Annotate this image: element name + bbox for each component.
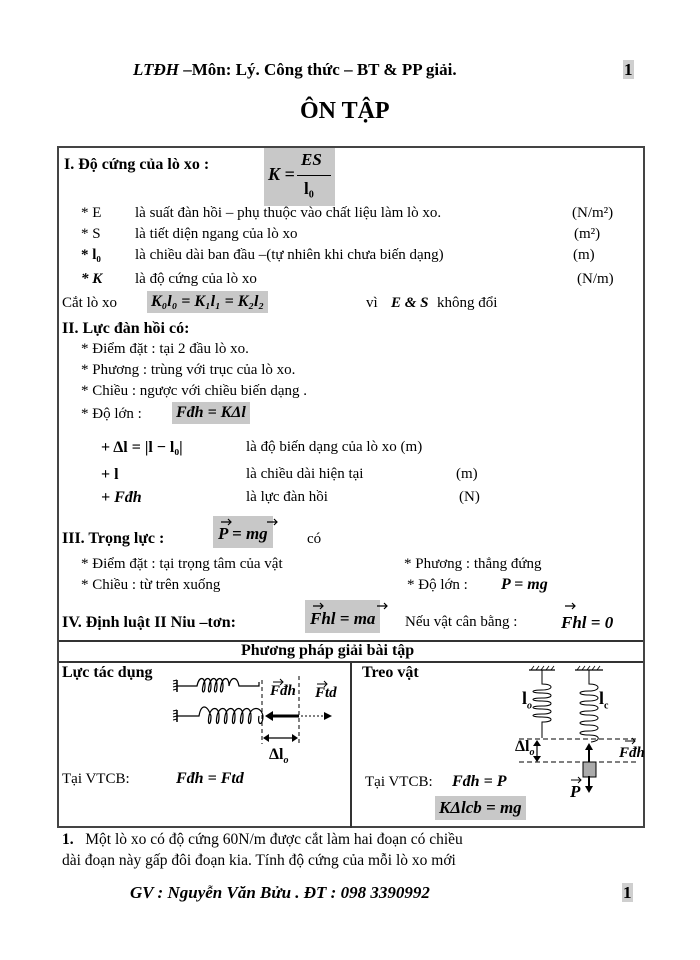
def-l0-unit: (m): [573, 247, 595, 263]
formula-k-lhs: K =: [268, 164, 295, 184]
section-2-magnitude-formula: Fđh = KΔl: [172, 402, 250, 424]
left-fdh-label: Fđh: [270, 683, 296, 699]
section-3-item-3: * Chiều : từ trên xuống: [81, 577, 221, 593]
right-lc: l: [599, 688, 605, 708]
def-l-unit: (m): [456, 466, 478, 482]
right-delta-sub: o: [529, 747, 535, 759]
section-2-item-3: * Chiều : ngược với chiều biến dạng .: [81, 383, 308, 399]
section-1-heading: I. Độ cứng của lò xo :: [64, 156, 210, 173]
section-3-heading: III. Trọng lực :: [62, 530, 165, 547]
header-page-number: 1: [624, 60, 633, 79]
section-3-item-1: * Điểm đặt : tại trọng tâm của vật: [81, 556, 283, 572]
def-fdh-unit: (N): [459, 489, 480, 505]
footer-page-number-wrap: [622, 883, 633, 903]
right-lc-label: [599, 688, 608, 712]
right-delta: Δl: [515, 738, 530, 755]
left-panel-title: Lực tác dụng: [62, 664, 153, 681]
vertical-spring-diagram-icon: [499, 664, 649, 784]
right-equilibrium-formula: Fđh = P: [452, 773, 507, 790]
left-ftd-label: Ftd: [315, 685, 337, 701]
section-3-item-4: * Độ lớn :: [407, 577, 468, 593]
left-delta: Δl: [269, 746, 284, 763]
def-l-symbol: + l: [101, 466, 119, 483]
footer-page-number: 1: [623, 883, 632, 902]
section-2-heading: II. Lực đàn hồi có:: [62, 320, 190, 337]
def-fdh-symbol: + Fđh: [101, 489, 142, 506]
left-equilibrium-label: Tại VTCB:: [62, 771, 130, 787]
header-prefix: LTĐH: [133, 60, 179, 79]
exercise-number: 1.: [62, 831, 74, 848]
column-divider: [350, 661, 352, 828]
formula-numerator: ES: [301, 150, 322, 169]
cut-formula: K₀l₀ = K₁l₁ = K₂l₂: [147, 291, 268, 313]
def-s-desc: là tiết diện ngang của lò xo: [135, 226, 298, 242]
summary-box: [57, 146, 645, 828]
def-k-desc: là độ cứng của lò xo: [135, 271, 257, 287]
right-l0: l: [522, 688, 528, 708]
def-e-unit: (N/m²): [572, 205, 614, 221]
page-header: [133, 60, 457, 80]
page-title: ÔN TẬP: [300, 98, 390, 124]
section-2-item-1: * Điểm đặt : tại 2 đầu lò xo.: [81, 341, 249, 357]
section-2-item-2: * Phương : trùng với trục của lò xo.: [81, 362, 296, 378]
exercise-line-2: dài đoạn này gấp đôi đoạn kia. Tính độ cứng của mỗi lò xo mới: [62, 852, 456, 869]
section-3-magnitude: P = mg: [501, 576, 548, 593]
section-3-tail: có: [307, 531, 322, 547]
right-panel-title: Treo vật: [362, 664, 419, 681]
def-e-desc: là suất đàn hồi – phụ thuộc vào chất liệu làm lò xo.: [135, 205, 442, 221]
right-equilibrium-label: Tại VTCB:: [365, 774, 433, 790]
left-delta-label: [269, 746, 288, 766]
vector-arrows-icon: [219, 517, 289, 529]
section-4-heading: IV. Định luật II Niu –tơn:: [62, 614, 236, 631]
cut-because: vì: [366, 295, 378, 311]
def-l0-symbol: * l₀: [81, 247, 101, 263]
exercise-line-1: [62, 831, 463, 849]
def-k-unit: (N/m): [577, 271, 614, 287]
right-lc-sub: c: [604, 700, 609, 712]
section-3-formula-text: P = mg: [218, 524, 268, 543]
section-4-equilibrium: Fhl = 0: [561, 613, 614, 632]
def-s-unit: (m²): [574, 226, 601, 242]
page-footer: GV : Nguyễn Văn Bửu . ĐT : 098 3390992: [130, 883, 430, 902]
methods-header: Phương pháp giải bài tập: [241, 642, 415, 659]
cut-tail: không đổi: [437, 295, 498, 311]
def-l0-desc: là chiều dài ban đầu –(tự nhiên khi chưa biến dạng): [135, 247, 444, 263]
header-page-number-wrap: [623, 60, 634, 80]
right-p-label: P: [570, 782, 581, 801]
vector-arrows-icon: [311, 601, 401, 613]
section-1-formula: [264, 148, 335, 206]
def-e-symbol: * E: [81, 205, 102, 221]
section-4-formula-text: Fhl = ma: [310, 609, 376, 628]
cut-label: Cắt lò xo: [62, 295, 117, 311]
section-4-tail: Nếu vật cân bằng :: [405, 614, 518, 630]
left-equilibrium-formula: Fđh = Ftd: [176, 770, 244, 787]
def-dl-symbol: + Δl = |l − l₀|: [101, 439, 183, 456]
right-l0-sub: o: [527, 700, 533, 712]
section-2-magnitude-label: * Độ lớn :: [81, 406, 142, 422]
def-dl-desc: là độ biến dạng của lò xo (m): [246, 439, 423, 455]
def-k-symbol: * K: [81, 271, 103, 287]
section-3-item-2: * Phương : thẳng đứng: [404, 556, 542, 572]
cut-es: E & S: [391, 295, 429, 311]
left-delta-sub: o: [283, 755, 289, 767]
def-fdh-desc: là lực đàn hồi: [246, 489, 328, 505]
right-fdh-label: Fđh: [619, 745, 645, 761]
exercise-text-1: Một lò xo có độ cứng 60N/m được cắt làm hai đoạn có chiều: [85, 831, 463, 848]
header-text: –Môn: Lý. Công thức – BT & PP giải.: [178, 60, 457, 79]
fraction-bar: [297, 175, 331, 176]
right-l0-label: [522, 688, 532, 712]
section-1: [64, 156, 209, 174]
def-s-symbol: * S: [81, 226, 101, 242]
right-result-formula: KΔlcb = mg: [435, 796, 526, 820]
right-delta-label: [515, 738, 534, 758]
vector-arrow-icon: [563, 601, 583, 613]
def-l-desc: là chiều dài hiện tại: [246, 466, 364, 482]
formula-denominator: l₀: [304, 179, 314, 198]
